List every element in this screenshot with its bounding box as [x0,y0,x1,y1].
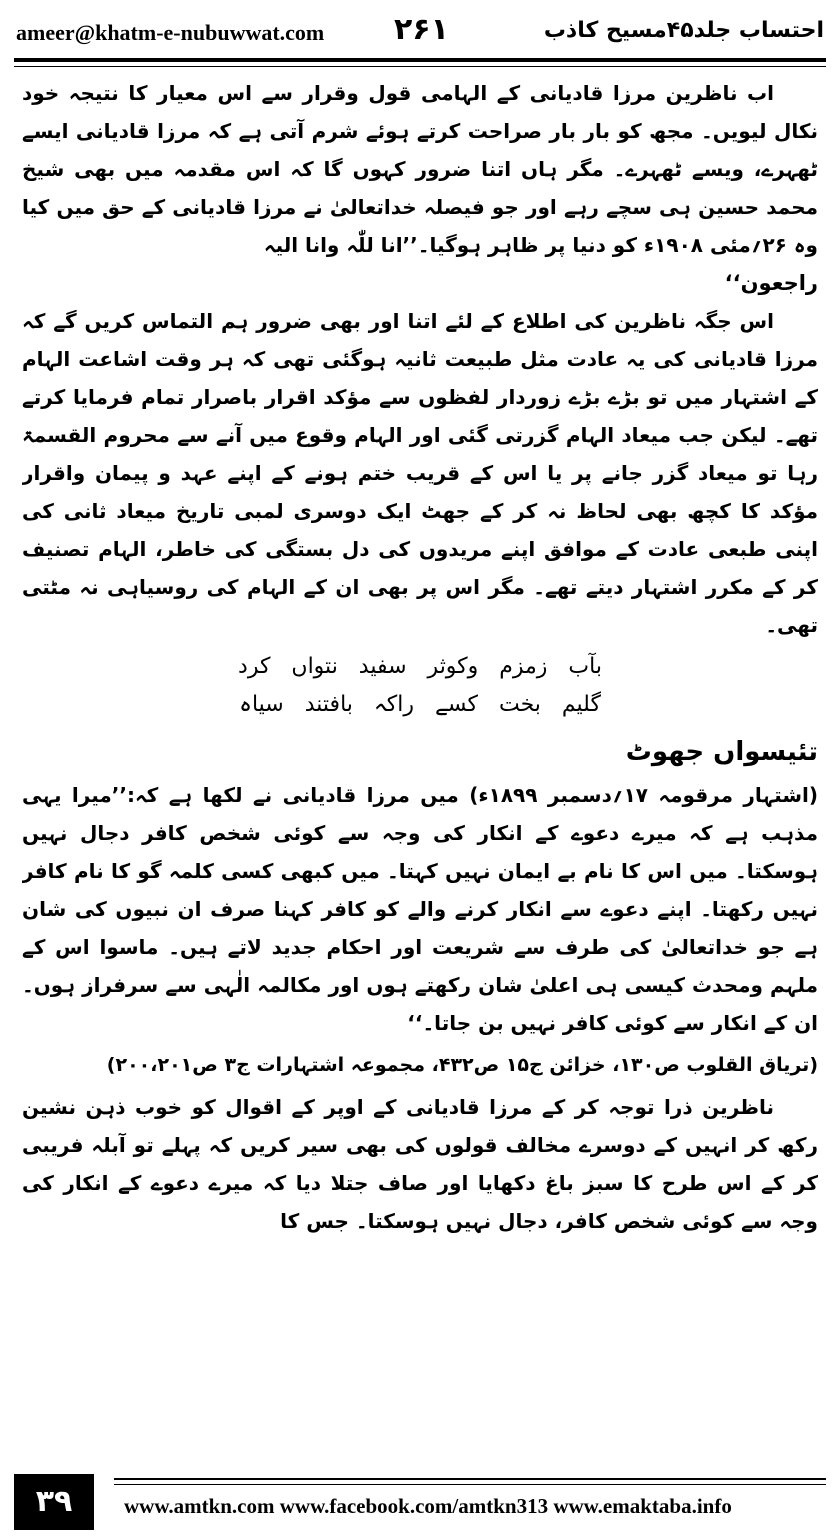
paragraph-2: اس جگہ ناظرین کی اطلاع کے لئے اتنا اور بھی ضرور ہم التماس کریں گے کہ مرزا قادیانی کی یہ عادت مثل طبیعت ثانیہ ہوگئی تھی کہ ہر وقت اشاعت الہام کے اشتہار میں تو بڑے بڑے زوردار لفظوں سے مؤکد اقرار باصرار تمام فرمایا کرتے تھے۔ لیکن جب میعاد الہام گزرتی گئی اور الہام وقوع میں آنے سے محروم القسمۃ رہا تو میعاد گزر جانے پر یا اس کے قریب ختم ہونے کے اپنے عہد و پیمان واقرار مؤکد کا کچھ بھی لحاظ نہ کر کے جھٹ ایک دوسری لمبی تاریخ میعاد ثانی کی اپنی طبعی عادت کے موافق اپنے مریدوں کی دل بستگی کی خاطر، الہام تصنیف کر کے مکرر اشتہار دیتے تھے۔ مگر اس پر بھی ان کے الہام کی روسیاہی نہ مٹتی تھی۔ [22,309,818,637]
paragraph-3: (اشتہار مرقومہ ۱۷؍دسمبر ۱۸۹۹ء) میں مرزا قادیانی نے لکھا ہے کہ:’’میرا یہی مذہب ہے کہ میرے دعوے کے انکار کی وجہ سے کوئی شخص کافر دجال نہیں ہوسکتا۔ میں اس کا نام بے ایمان نہیں کہتا۔ میں کبھی کسی کلمہ گو کا نام کافر نہیں رکھتا۔ اپنے دعوے سے انکار کرنے والے کو کافر کہنا صرف ان نبیوں کی شان ہے جو خداتعالیٰ کی طرف سے شریعت اور احکام جدید لاتے ہیں۔ ماسوا اس کے ملہم ومحدث کیسی ہی اعلیٰ شان رکھتے ہوں اور مکالمہ الٰہی سے سرفراز ہوں۔ ان کے انکار سے کوئی کافر نہیں بن جاتا۔‘‘ [22,783,818,1035]
page-footer [14,1474,826,1536]
poetry-line-1: بآب زمزم وکوثر سفید نتواں کرد [238,654,602,679]
paragraph-1: اب ناظرین مرزا قادیانی کے الہامی قول وقرار سے اس معیار کا نتیجہ خود نکال لیویں۔ مجھ کو بار بار صراحت کرتے ہوئے شرم آتی ہے کہ مرزا قادیانی ایسے ٹھہرے، ویسے ٹھہرے۔ مگر ہاں اتنا ضرور کہوں گا کہ اس مقدمہ میں بھی شیخ محمد حسین ہی سچے رہے اور جو فیصلہ خداتعالیٰ نے مرزا قادیانی کے حق میں کیا وہ ۲۶؍مئی ۱۹۰۸ء کو دنیا پر ظاہر ہوگیا۔’’انا للّٰہ وانا الیہ [22,81,818,257]
footer-page-number: ۳۹ [14,1474,94,1530]
page-content [22,74,818,1474]
header-email: ameer@khatm-e-nubuwwat.com [16,20,325,45]
header-rule-thin [14,66,826,67]
poetry-couplet [22,648,818,724]
page-header [14,4,826,64]
header-page-number: ۲۶۱ [394,12,449,47]
paragraph-1-closing: راجعون‘‘ [724,271,818,295]
paragraph-4: ناظرین ذرا توجہ کر کے مرزا قادیانی کے اوپر کے اقوال کو خوب ذہن نشین رکھ کر انہیں کے دوسرے مخالف قولوں کی بھی سیر کریں کہ پہلے تو آبلہ فریبی کر کے اس طرح کا سبز باغ دکھایا اور صاف جتلا دیا کہ میرے دعوے کے انکار کی وجہ سے کوئی شخص کافر، دجال نہیں ہوسکتا۔ جس کا [22,1095,818,1233]
footer-links[interactable]: www.amtkn.com www.facebook.com/amtkn313 www.emaktaba.info [124,1494,732,1518]
footer-rule-thick [114,1478,826,1480]
section-heading: تئیسواں جھوٹ [625,737,818,767]
header-book-title: احتساب جلد۴۵مسیح کاذب [543,18,824,43]
poetry-line-2: گلیم بخت کسے راکہ بافتند سیاہ [239,692,601,717]
footer-rule-thin [114,1484,826,1485]
header-rule-thick [14,58,826,62]
citation: (تریاق القلوب ص۱۳۰، خزائن ج۱۵ ص۴۳۲، مجموعہ اشتہارات ج۳ ص۲۰۰،۲۰۱) [106,1054,818,1076]
